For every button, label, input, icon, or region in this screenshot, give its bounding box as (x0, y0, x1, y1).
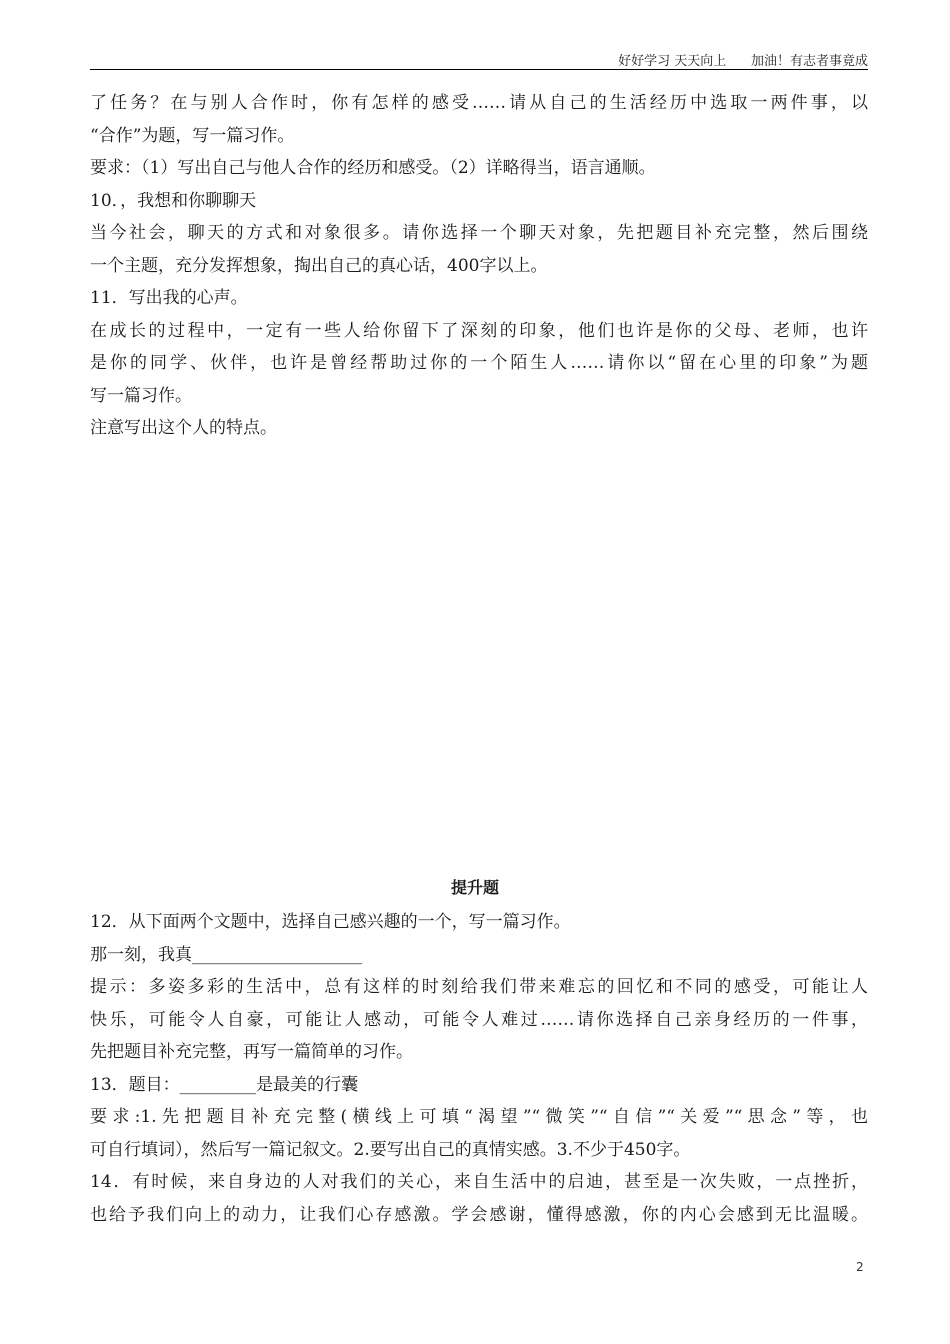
text-line: 是你的同学、伙伴，也许是曾经帮助过你的一个陌生人……请你以“留在心里的印象”为题 (90, 353, 868, 373)
text-line: 那一刻，我真____________________ (90, 944, 362, 965)
text-line: “合作”为题，写一篇习作。 (90, 125, 295, 146)
text-line: 要求：（1）写出自己与他人合作的经历和感受。（2）详略得当，语言通顺。 (90, 158, 656, 178)
text-line: 一个主题，充分发挥想象，掏出自己的真心话，400字以上。 (90, 255, 548, 276)
text-line: 在成长的过程中，一定有一些人给你留下了深刻的印象，他们也许是你的父母、老师，也许 (90, 320, 868, 341)
question-12-title: 12．从下面两个文题中，选择自己感兴趣的一个，写一篇习作。 (90, 912, 571, 932)
text-line: 注意写出这个人的特点。 (90, 418, 277, 438)
text-line: 当今社会，聊天的方式和对象很多。请你选择一个聊天对象，先把题目补充完整，然后围绕 (90, 223, 868, 243)
question-10-title: 10．，我想和你聊聊天 (90, 190, 257, 211)
text-line: 快乐，可能令人自豪，可能让人感动，可能令人难过……请你选择自己亲身经历的一件事， (90, 1009, 868, 1030)
top-text-block (90, 87, 880, 445)
page-header: 好好学习 天天向上 加油！有志者事竟成 (618, 54, 868, 69)
section-title: 提升题 (450, 878, 499, 897)
text-line: 了任务？在与别人合作时，你有怎样的感受……请从自己的生活经历中选取一两件事，以 (90, 93, 868, 113)
question-11-title: 11．写出我的心声。 (90, 288, 248, 308)
text-line: 先把题目补充完整，再写一篇简单的习作。 (90, 1042, 413, 1062)
text-line: 写一篇习作。 (90, 385, 192, 406)
text-line: 要求:1.先把题目补充完整(横线上可填“渴望”“微笑”“自信”“关爱”“思念”等，也 (90, 1107, 868, 1127)
text-line: 也给予我们向上的动力，让我们心存感激。学会感谢，懂得感激，你的内心会感到无比温暖。 (90, 1204, 868, 1225)
question-13-title: 13．题目：_________是最美的行囊 (90, 1074, 359, 1095)
question-14-title: 14．有时候，来自身边的人对我们的关心，来自生活中的启迪，甚至是一次失败，一点挫折， (90, 1172, 868, 1192)
bottom-text-block (90, 906, 880, 1231)
text-line: 提示：多姿多彩的生活中，总有这样的时刻给我们带来难忘的回忆和不同的感受，可能让人 (90, 977, 868, 997)
header-divider (90, 69, 868, 70)
text-line: 可自行填词），然后写一篇记叙文。2.要写出自己的真情实感。3.不少于450字。 (90, 1139, 691, 1160)
page-number: 2 (856, 1260, 864, 1274)
